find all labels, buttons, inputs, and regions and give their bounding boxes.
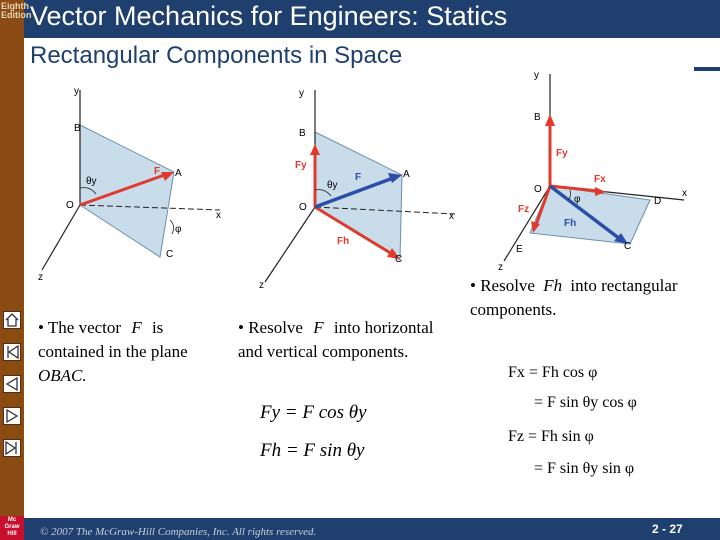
- fig2-z-label: z: [259, 280, 264, 291]
- first-slide-icon[interactable]: [3, 343, 21, 361]
- fig3-z-label: z: [498, 262, 503, 273]
- fig3-o-label: O: [534, 184, 542, 195]
- fig3-y-label: y: [534, 70, 539, 81]
- publisher-logo: Mc Graw Hill: [0, 516, 24, 540]
- fig3-fy-label: Fy: [556, 148, 568, 159]
- previous-slide-icon[interactable]: [3, 375, 21, 393]
- fig1-f-label: F: [154, 166, 161, 177]
- equation-fx: Fx = Fh cos φ: [508, 364, 598, 381]
- fig2-x-label: x: [449, 211, 454, 222]
- fig3-phi-label: φ: [574, 194, 581, 205]
- equation-fz: Fz = Fh sin φ: [508, 428, 594, 445]
- edition-label: Eighth Edition: [1, 1, 32, 20]
- next-slide-icon[interactable]: [3, 407, 21, 425]
- figure-rectangular-components: [490, 66, 694, 274]
- fig2-theta-label: θy: [327, 180, 338, 191]
- slide-course-title: Vector Mechanics for Engineers: Statics: [30, 1, 508, 31]
- fig1-y-label: y: [74, 86, 79, 97]
- bullet2-suffix: into horizontal and vertical components.: [238, 318, 434, 361]
- fig2-fy-label: Fy: [295, 160, 307, 171]
- bullet1-var: F: [131, 318, 142, 337]
- fig3-b-label: B: [534, 112, 541, 123]
- figure-plane-obac: [30, 80, 230, 285]
- fig2-o-label: O: [299, 202, 307, 213]
- fig1-x-label: x: [216, 210, 221, 221]
- bullet-resolve-fh: [470, 274, 700, 322]
- bullet-resolve-f: [238, 316, 448, 364]
- last-slide-icon[interactable]: [3, 439, 21, 457]
- fig2-f-label: F: [355, 172, 362, 183]
- home-icon[interactable]: [3, 311, 21, 329]
- fig2-fh-label: Fh: [337, 236, 350, 247]
- fig1-o-label: O: [66, 200, 74, 211]
- bullet3-suffix: into rectangular components.: [470, 276, 678, 319]
- fig2-b-label: B: [299, 128, 306, 139]
- page-number: 2 - 27: [652, 522, 683, 536]
- bullet1-prefix: • The vector: [38, 318, 122, 337]
- equation-fh: Fh = F sin θy: [260, 440, 365, 461]
- fig3-fx-label: Fx: [594, 174, 606, 185]
- fig1-z-label: z: [38, 272, 43, 283]
- fig1-c-label: C: [166, 249, 174, 260]
- copyright-notice: © 2007 The McGraw-Hill Companies, Inc. All rights reserved.: [40, 526, 317, 538]
- slide-title: Rectangular Components in Space: [30, 42, 403, 69]
- bullet3-prefix: • Resolve: [470, 276, 535, 295]
- fig2-c-label: C: [395, 254, 403, 265]
- bullet-vector-in-plane: [38, 316, 218, 388]
- bullet2-var: F: [313, 318, 324, 337]
- figure-vertical-horizontal: [255, 82, 465, 292]
- fig3-x-label: x: [682, 188, 687, 199]
- equation-fx-expanded: = F sin θy cos φ: [534, 394, 637, 411]
- fig3-d-label: D: [654, 196, 662, 207]
- fig1-b-label: B: [74, 123, 81, 134]
- fig2-y-label: y: [299, 88, 304, 99]
- equation-fz-expanded: = F sin θy sin φ: [534, 460, 635, 477]
- fig2-a-label: A: [403, 169, 410, 180]
- fig3-fh-label: Fh: [564, 218, 577, 229]
- fig1-a-label: A: [175, 168, 182, 179]
- left-sidebar: [0, 0, 32, 540]
- bullet1-plane: OBAC.: [38, 366, 87, 385]
- bullet1-suffix: is contained in the plane: [38, 318, 188, 361]
- fig3-e-label: E: [516, 244, 523, 255]
- bullet2-prefix: • Resolve: [238, 318, 303, 337]
- fig3-c-label: C: [624, 241, 632, 252]
- fig1-theta-label: θy: [86, 176, 97, 187]
- bullet3-var: Fh: [543, 276, 563, 295]
- fig3-fz-label: Fz: [518, 204, 530, 215]
- equation-fy: Fy = F cos θy: [260, 402, 367, 423]
- fig1-phi-label: φ: [175, 224, 182, 235]
